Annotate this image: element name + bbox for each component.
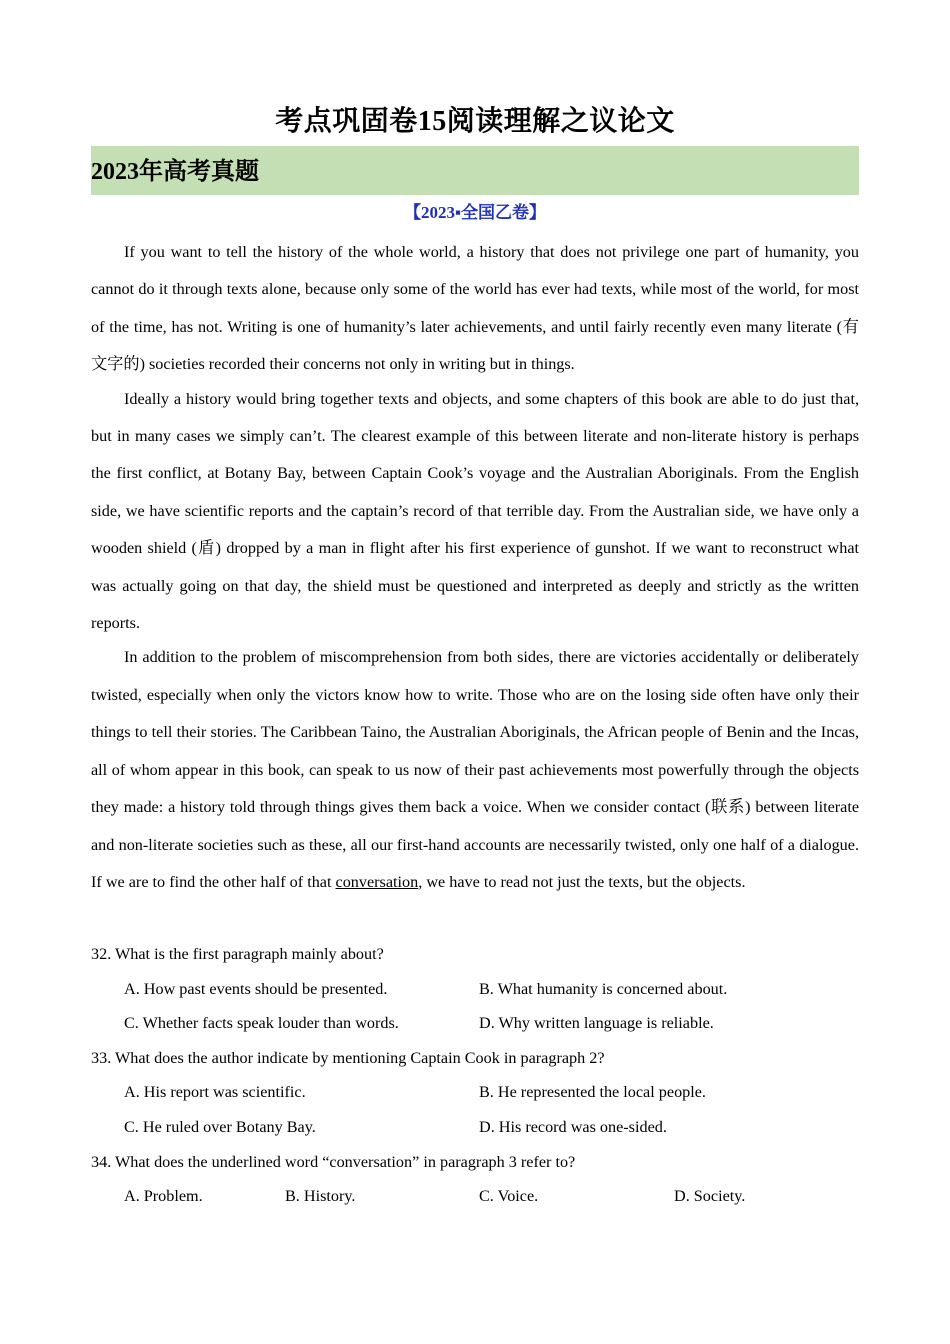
question-list <box>91 937 859 1214</box>
page-title: 考点巩固卷15阅读理解之议论文 <box>275 106 675 137</box>
question-stem: 34. What does the underlined word “conversation” in paragraph 3 refer to? <box>91 1152 576 1171</box>
underlined-word: conversation <box>335 872 419 891</box>
option-c: C. Whether facts speak louder than words. <box>124 1014 399 1033</box>
question-34 <box>91 1145 859 1214</box>
question-stem: 32. What is the first paragraph mainly about? <box>91 945 384 963</box>
option-b: B. History. <box>285 1187 356 1206</box>
option-d: D. Society. <box>674 1187 746 1206</box>
option-row <box>91 1110 859 1145</box>
question-stem: 33. What does the author indicate by mentioning Captain Cook in paragraph 2? <box>91 1048 605 1067</box>
option-d: D. Why written language is reliable. <box>479 1014 714 1033</box>
option-b: B. What humanity is concerned about. <box>479 979 728 998</box>
option-b: B. He represented the local people. <box>479 1083 706 1102</box>
option-a: A. His report was scientific. <box>124 1083 306 1102</box>
passage-paragraph-3: In addition to the problem of miscomprehension from both sides, there are victories accidentally or deliberately twisted, especially when only the victors know how to write. Those who are on the losing side often have only their things to tell their stories. The Caribbean Taino, the Australian Aboriginals, the African people of Benin and the Incas, all of whom appear in this book, can speak to us now of their past achievements most powerfully through the objects they made: a history told through things gives them back a voice. When we consider contact (联系) between literate and non-literate societies such as these, all our first-hand accounts are necessarily twisted, only one half of a dialogue. If we are to find the other half of that conversation, we have to read not just the texts, but the objects. <box>91 648 860 891</box>
section-heading-band <box>91 146 859 195</box>
option-row <box>91 1179 859 1214</box>
question-33 <box>91 1041 859 1145</box>
option-a: A. Problem. <box>124 1187 203 1206</box>
option-row <box>91 972 859 1007</box>
passage-paragraph-1: If you want to tell the history of the whole world, a history that does not privilege one part of humanity, you cannot do it through texts alone, because only some of the world has ever had texts, while most of the world, for most of the time, has not. Writing is one of humanity’s later achievements, and until fairly recently even many literate (有文字的) societies recorded their concerns not only in writing but in things. <box>91 243 859 374</box>
option-row <box>91 1075 859 1110</box>
option-d: D. His record was one-sided. <box>479 1117 667 1136</box>
option-row <box>91 1006 859 1041</box>
exam-source-tag: 【2023▪全国乙卷】 <box>403 203 547 222</box>
option-a: A. How past events should be presented. <box>124 979 388 998</box>
passage-paragraph-2: Ideally a history would bring together texts and objects, and some chapters of this book are able to do just that, but in many cases we simply can’t. The clearest example of this between literate and non-literate history is perhaps the first conflict, at Botany Bay, between Captain Cook’s voyage and the Australian Aboriginals. From the English side, we have scientific reports and the captain’s record of that terrible day. From the Australian side, we have only a wooden shield (盾) dropped by a man in flight after his first experience of gunshot. If we want to reconstruct what was actually going on that day, the shield must be questioned and interpreted as deeply and strictly as the written reports. <box>91 389 860 633</box>
question-32 <box>91 937 859 1041</box>
reading-passage <box>91 234 859 901</box>
option-c: C. Voice. <box>479 1187 539 1206</box>
section-heading: 2023年高考真题 <box>91 159 259 185</box>
option-c: C. He ruled over Botany Bay. <box>124 1117 316 1136</box>
